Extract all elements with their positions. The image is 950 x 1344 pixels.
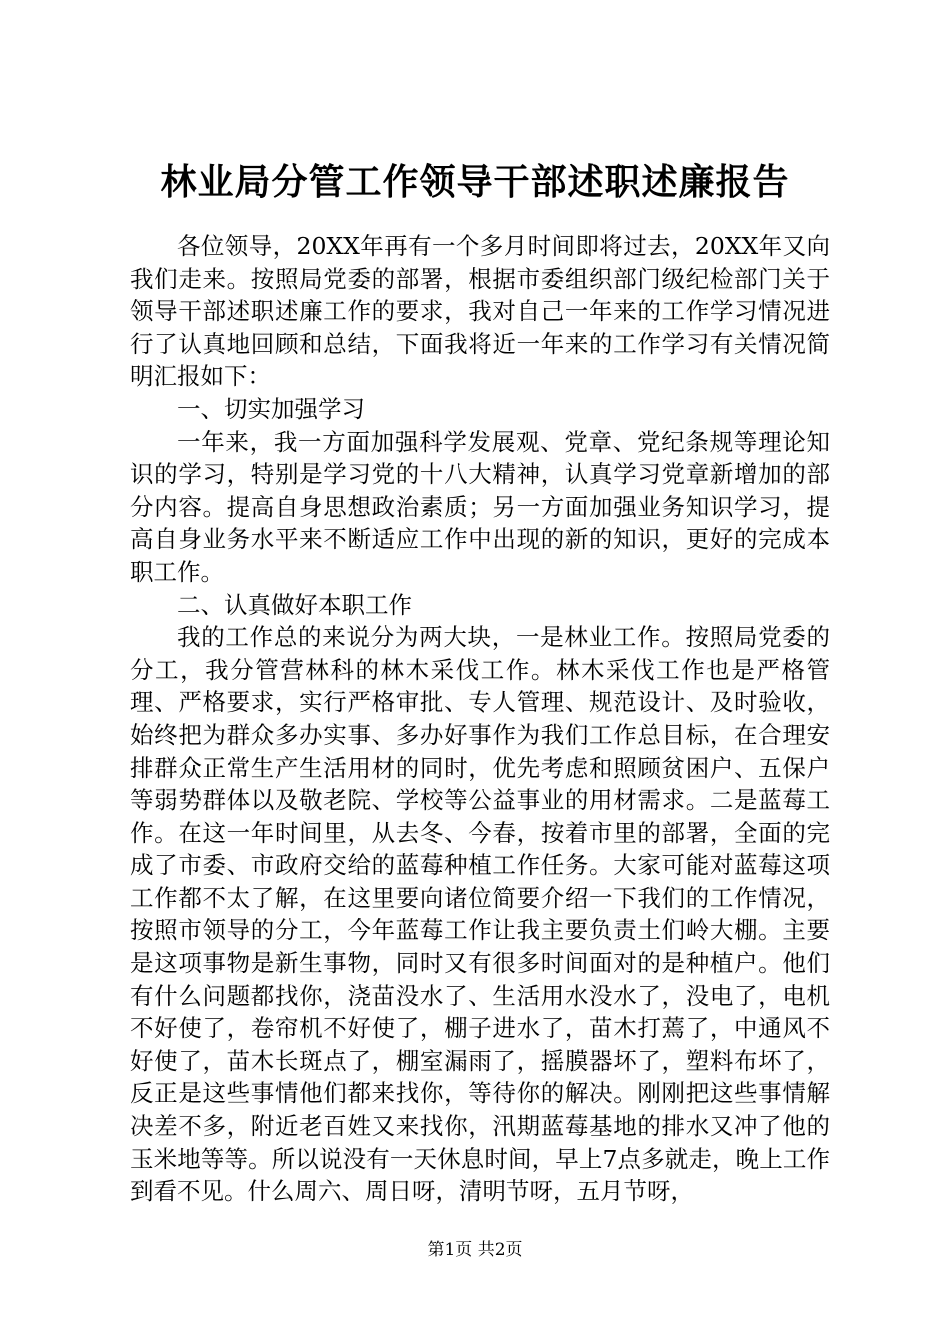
document-title: 林业局分管工作领导干部述职述廉报告 (160, 161, 790, 203)
document-body (130, 230, 830, 1208)
page-number: 第1页 共2页 (427, 1240, 523, 1260)
paragraph-intro: 各位领导，20XX年再有一个多月时间即将过去，20XX年又向我们走来。按照局党委的部署，根据市委组织部门级纪检部门关于领导干部述职述廉工作的要求，我对自己一年来的工作学习情况进行了认真地回顾和总结，下面我将近一年来的工作学习有关情况简明汇报如下： (130, 232, 830, 391)
section-heading-1: 一、切实加强学习 (177, 394, 365, 423)
section-heading-2: 二、认真做好本职工作 (177, 590, 412, 619)
paragraph-work: 我的工作总的来说分为两大块，一是林业工作。按照局党委的分工，我分管营林科的林木采伐工作。林木采伐工作也是严格管理、严格要求，实行严格审批、专人管理、规范设计、及时验收，始终把为群众多办实事、多办好事作为我们工作总目标，在合理安排群众正常生产生活用材的同时，优先考虑和照顾贫困户、五保户等弱势群体以及敬老院、学校等公益事业的用材需求。二是蓝莓工作。在这一年时间里，从去冬、今春，按着市里的部署，全面的完成了市委、市政府交给的蓝莓种植工作任务。大家可能对蓝莓这项工作都不太了解，在这里要向诸位简要介绍一下我们的工作情况，按照市领导的分工，今年蓝莓工作让我主要负责土们岭大棚。主要是这项事物是新生事物，同时又有很多时间面对的是种植户。他们有什么问题都找你，浇苗没水了、生活用水没水了，没电了，电机不好使了，卷帘机不好使了，棚子进水了，苗木打蔫了，中通风不好使了，苗木长斑点了，棚室漏雨了，摇膜器坏了，塑料布坏了，反正是这些事情他们都来找你，等待你的解决。刚刚把这些事情解决差不多，附近老百姓又来找你，汛期蓝莓基地的排水又冲了他的玉米地等等。所以说没有一天休息时间，早上7点多就走，晚上工作到看不见。什么周六、周日呀，清明节呀，五月节呀， (130, 623, 830, 1206)
paragraph-study: 一年来，我一方面加强科学发展观、党章、党纪条规等理论知识的学习，特别是学习党的十八大精神，认真学习党章新增加的部分内容。提高自身思想政治素质；另一方面加强业务知识学习，提高自身业务水平来不断适应工作中出现的新的知识，更好的完成本职工作。 (130, 427, 830, 586)
page-footer (0, 1238, 950, 1262)
